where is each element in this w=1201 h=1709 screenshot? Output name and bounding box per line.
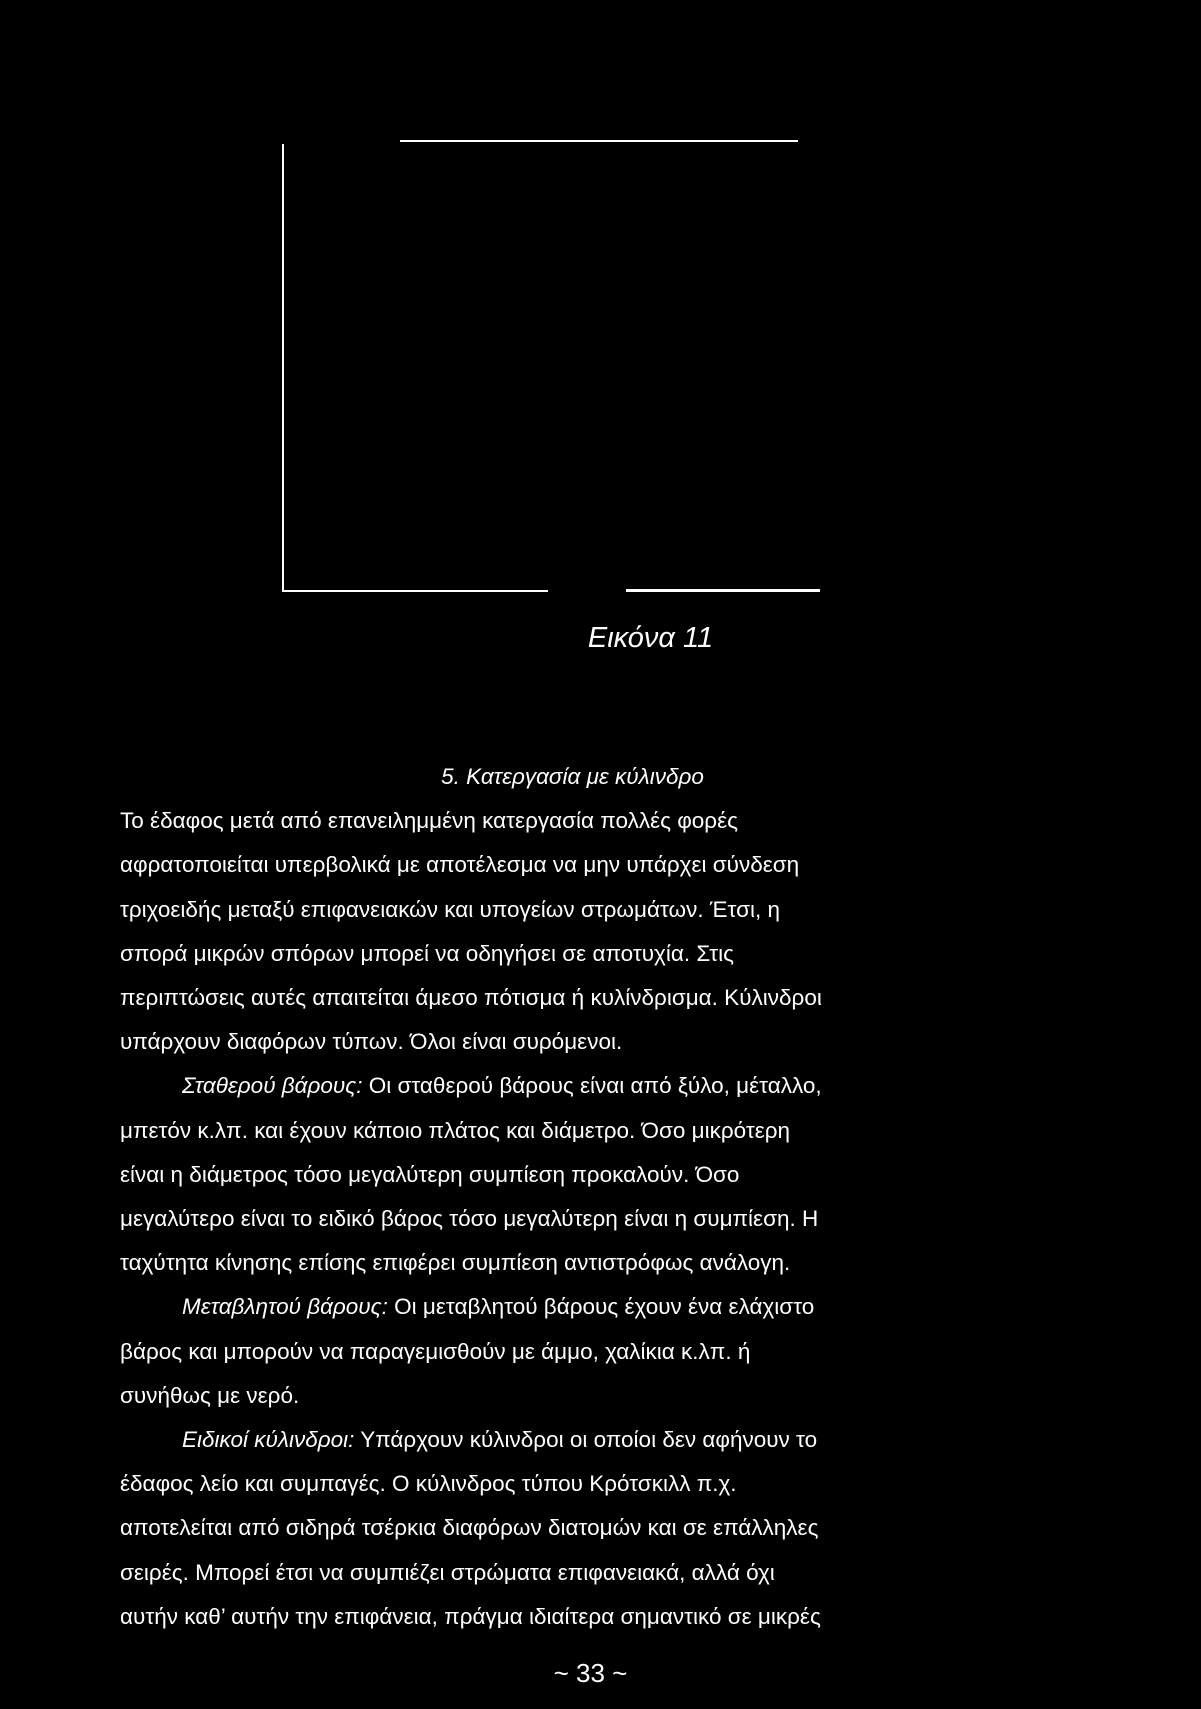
text-line: μεγαλύτερο είναι το ειδικό βάρος τόσο μεγαλύτερη είναι η συμπίεση. Η	[120, 1206, 819, 1232]
figure-frame-bottom-edge	[282, 590, 548, 592]
paragraph-fixed-weight-first-line	[120, 1064, 1025, 1108]
figure-frame-left-edge	[282, 144, 284, 590]
paragraph-variable-weight-first-line	[120, 1285, 1025, 1329]
text-line: σειρές. Μπορεί έτσι να συμπιέζει στρώματα επιφανειακά, αλλά όχι	[120, 1559, 775, 1585]
section-heading: 5. Κατεργασία με κύλινδρο	[441, 764, 704, 789]
text-segment: Οι σταθερού βάρους είναι από ξύλο, μέταλλο,	[362, 1073, 822, 1099]
figure-frame-top-edge	[400, 140, 798, 142]
text-line: Το έδαφος μετά από επανειλημμένη κατεργασία πολλές φορές	[120, 808, 738, 834]
text-segment: Υπάρχουν κύλινδροι οι οποίοι δεν αφήνουν το	[354, 1427, 818, 1453]
text-line: τριχοειδής μεταξύ επιφανειακών και υπογείων στρωμάτων. Έτσι, η	[120, 896, 780, 922]
text-line: έδαφος λείο και συμπαγές. Ο κύλινδρος τύπου Κρότσκιλλ π.χ.	[120, 1471, 737, 1497]
text-line: σπορά μικρών σπόρων μπορεί να οδηγήσει σε αποτυχία. Στις	[120, 940, 734, 966]
figure-frame	[282, 140, 820, 592]
paragraph-special-rollers-first-line	[120, 1418, 1025, 1462]
text-line: ταχύτητα κίνησης επίσης επιφέρει συμπίεση αντιστρόφως ανάλογη.	[120, 1250, 791, 1276]
term-variable-weight: Μεταβλητού βάρους:	[182, 1294, 388, 1320]
text-line: βάρος και μπορούν να παραγεμισθούν με άμμο, χαλίκια κ.λπ. ή	[120, 1338, 751, 1364]
text-line: αφρατοποιείται υπερβολικά με αποτέλεσμα να μην υπάρχει σύνδεση	[120, 852, 800, 878]
figure-caption: Εικόνα 11	[587, 622, 714, 654]
figure-frame-bottom-edge-right	[626, 589, 820, 592]
body-text	[120, 755, 1025, 1639]
text-line: είναι η διάμετρος τόσο μεγαλύτερη συμπίεση προκαλούν. Όσο	[120, 1161, 740, 1187]
term-special-rollers: Ειδικοί κύλινδροι:	[182, 1427, 355, 1453]
page-number: ~ 33 ~	[553, 1658, 628, 1688]
text-line: αποτελείται από σιδηρά τσέρκια διαφόρων διατομών και σε επάλληλες	[120, 1515, 819, 1541]
text-line: υπάρχουν διαφόρων τύπων. Όλοι είναι συρόμενοι.	[120, 1029, 623, 1055]
text-line: περιπτώσεις αυτές απαιτείται άμεσο πότισμα ή κυλίνδρισμα. Κύλινδροι	[120, 985, 822, 1011]
text-line: συνήθως με νερό.	[120, 1382, 300, 1408]
term-fixed-weight: Σταθερού βάρους:	[182, 1073, 363, 1099]
text-line: μπετόν κ.λπ. και έχουν κάποιο πλάτος και διάμετρο. Όσο μικρότερη	[120, 1117, 791, 1143]
text-segment: Οι μεταβλητού βάρους έχουν ένα ελάχιστο	[387, 1294, 815, 1320]
text-line: αυτήν καθ’ αυτήν την επιφάνεια, πράγμα ιδιαίτερα σημαντικό σε μικρές	[120, 1603, 821, 1629]
